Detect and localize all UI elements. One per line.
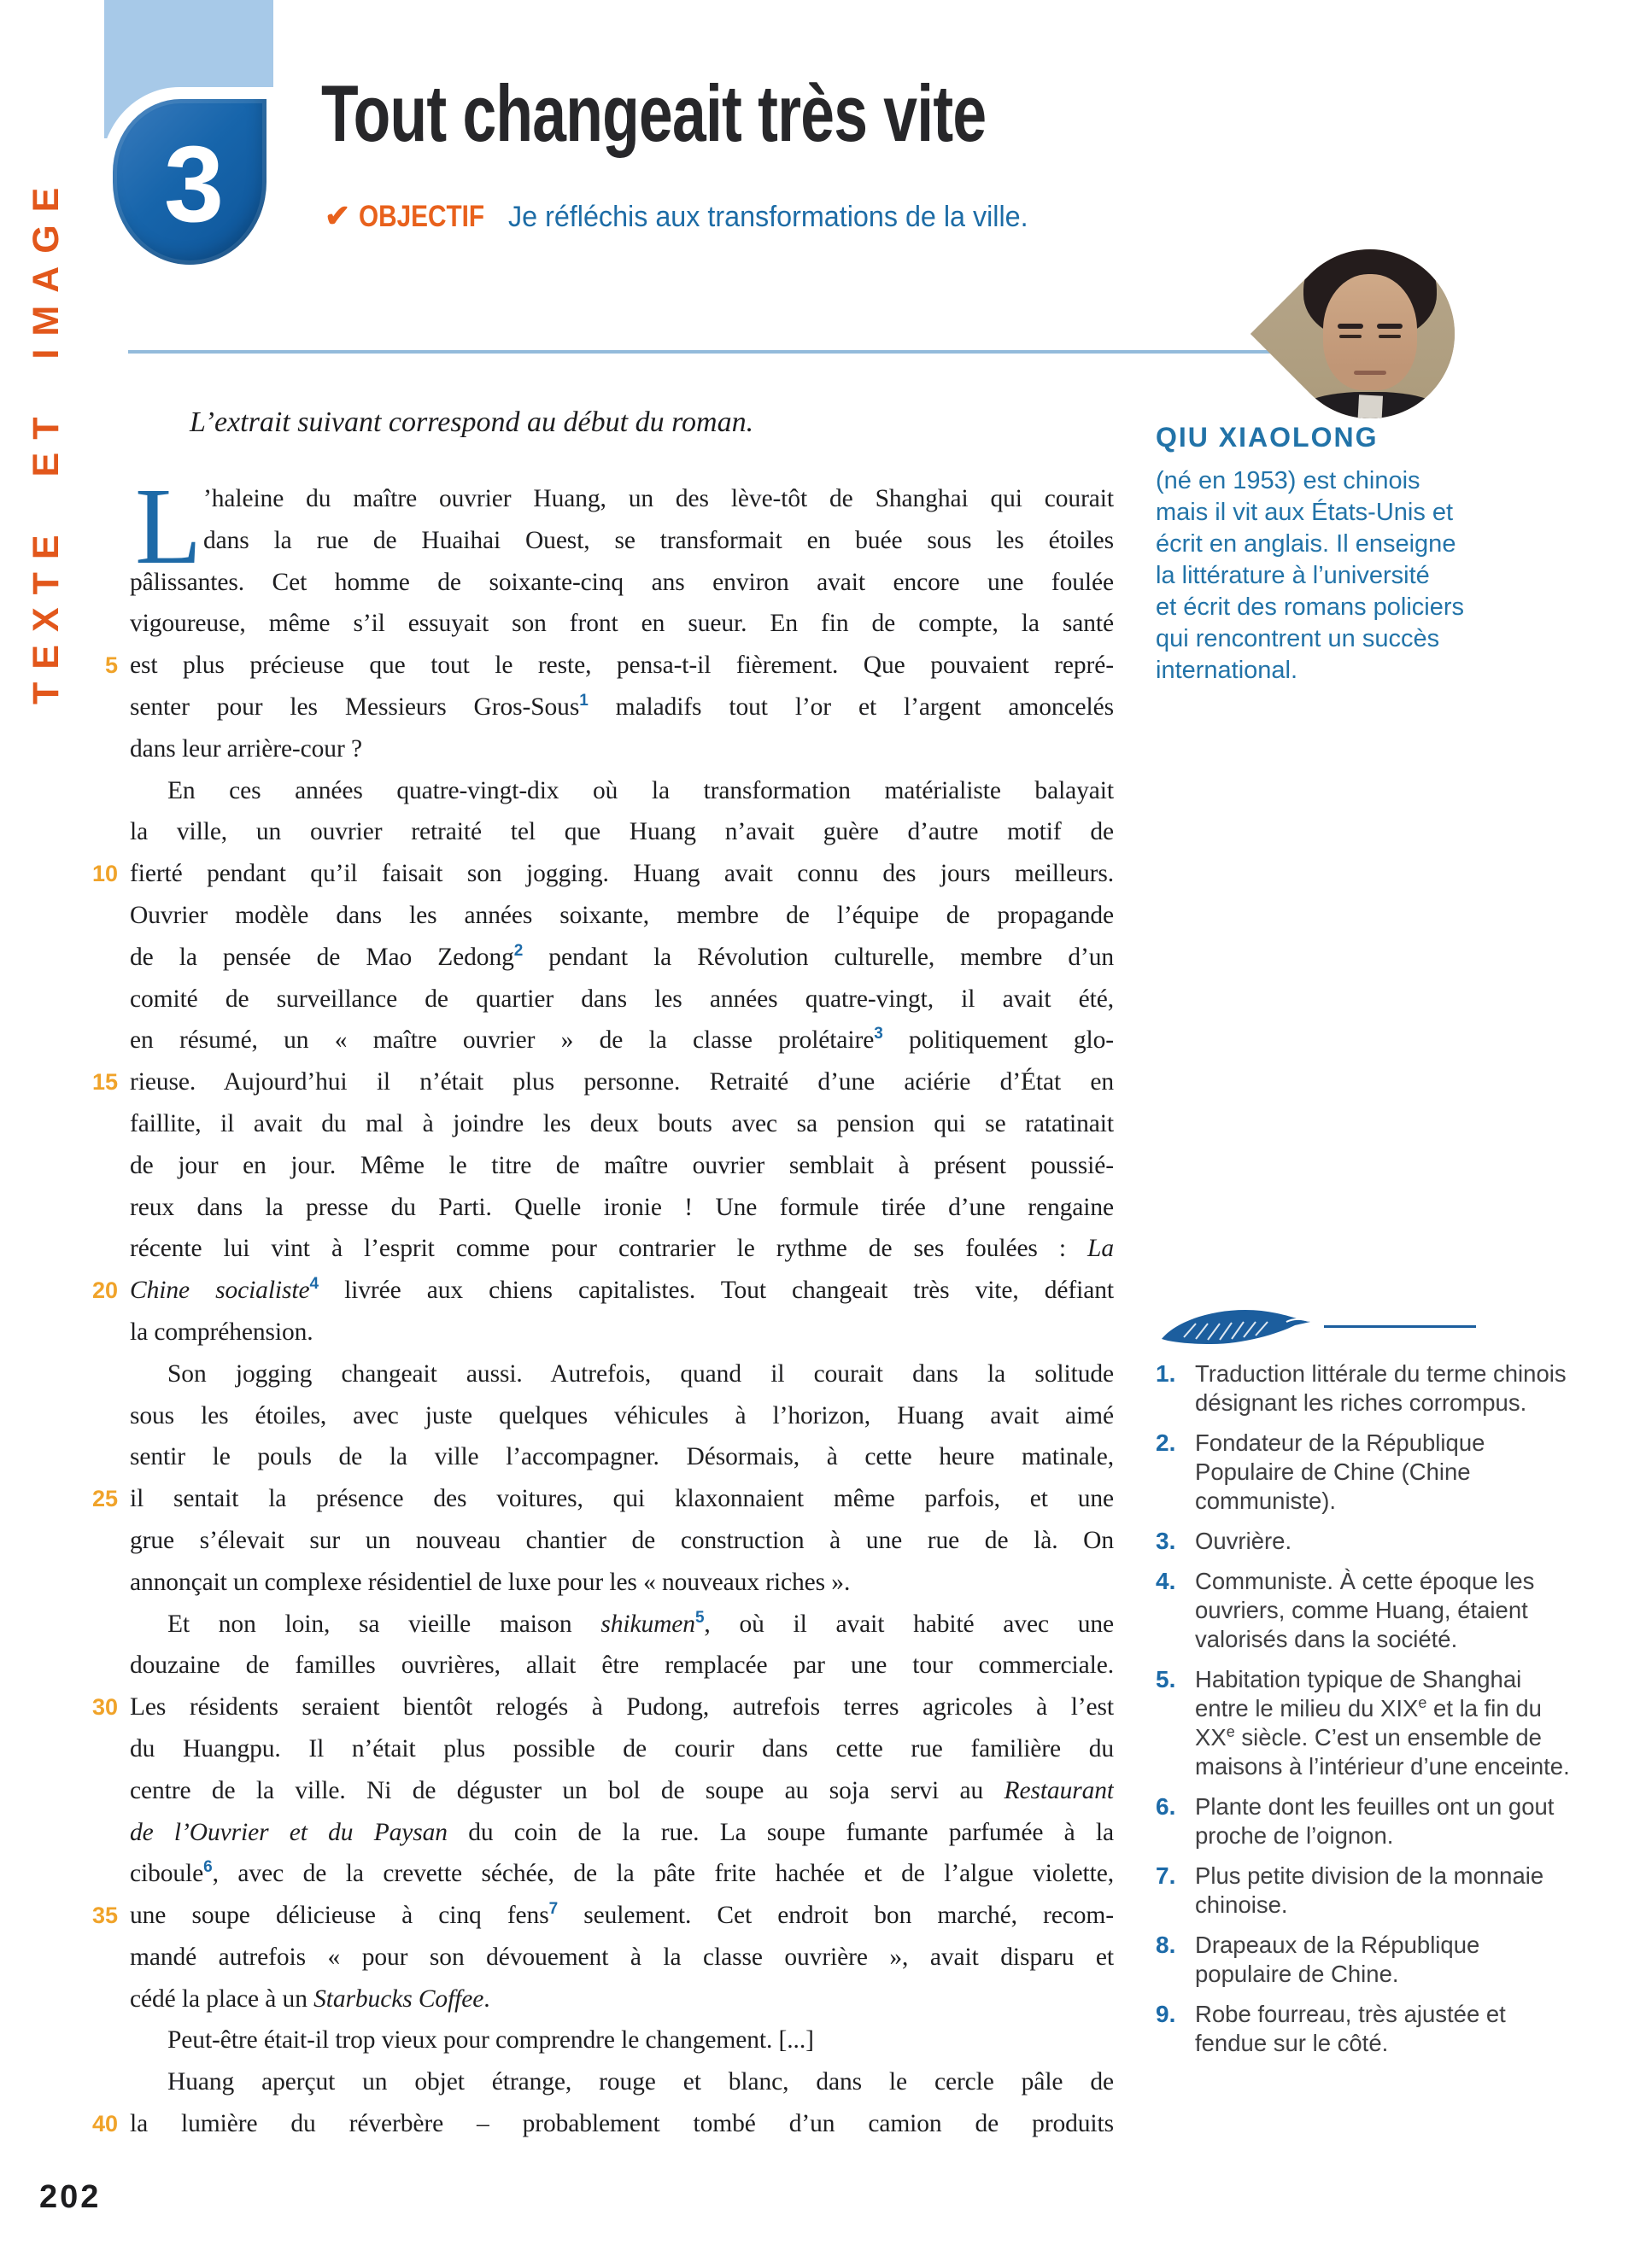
line-number	[85, 979, 130, 1020]
line-number	[85, 1562, 130, 1604]
text-line-content: du Huangpu. Il n’était plus possible de courir dans cette rue familière du	[130, 1734, 1114, 1762]
text-line	[85, 1645, 1128, 1686]
footnote-number: 5.	[1156, 1666, 1176, 1692]
line-number	[85, 478, 130, 520]
footnote-text: Traduction littérale du terme chinois désignant les riches corrompus.	[1195, 1360, 1567, 1416]
footnote-number: 9.	[1156, 2001, 1176, 2027]
text-line-content: la compréhension.	[130, 1318, 313, 1346]
line-number	[85, 1353, 130, 1395]
page-title: Tout changeait très vite	[321, 68, 987, 158]
text-line	[85, 1395, 1128, 1437]
text-line	[85, 1812, 1128, 1854]
line-number	[85, 1187, 130, 1229]
footnote-number: 1.	[1156, 1360, 1176, 1387]
line-number	[85, 520, 130, 562]
vertical-strip-label: TEXTE ET IMAGE	[26, 174, 67, 704]
text-line	[85, 1353, 1128, 1395]
line-number: 20	[91, 1277, 118, 1304]
text-line-content: la ville, un ouvrier retraité tel que Huang n’avait guère d’autre motif de	[130, 818, 1114, 846]
text-line	[85, 770, 1128, 812]
text-line-content: récente lui vint à l’esprit comme pour contrarier le rythme de ses foulées : La	[130, 1235, 1114, 1263]
quill-icon	[1158, 1303, 1321, 1351]
text-line-content: vigoureuse, même s’il essuyait son front en sueur. En fin de compte, la santé	[130, 610, 1114, 638]
footnote	[1156, 1359, 1574, 1418]
text-line	[85, 811, 1128, 853]
text-line	[85, 1436, 1128, 1478]
text-line	[85, 520, 1128, 562]
text-line	[85, 1103, 1128, 1145]
line-number	[85, 770, 130, 812]
footnote	[1156, 1429, 1574, 1516]
text-line-content: de l’Ouvrier et du Paysan du coin de la rue. La soupe fumante parfumée à la	[130, 1818, 1114, 1846]
text-line	[85, 478, 1128, 520]
text-line-content: Et non loin, sa vieille maison shikumen$^5$, où il avait habité avec une	[167, 1608, 1114, 1638]
footnote-number: 2.	[1156, 1429, 1176, 1456]
text-line-content: ciboule$^6$, avec de la crevette séchée, de la pâte frite hachée et de l’algue violette,	[130, 1858, 1114, 1888]
portrait-eye	[1379, 335, 1401, 338]
line-number	[85, 1812, 130, 1854]
line-number	[85, 1770, 130, 1812]
line-number	[85, 1228, 130, 1270]
text-line-content: rieuse. Aujourd’hui il n’était plus personne. Retraité d’une aciérie d’État en	[130, 1068, 1114, 1096]
text-line	[85, 1187, 1128, 1229]
text-line	[85, 1562, 1128, 1604]
text-line-content: faillite, il avait du mal à joindre les deux bouts avec sa pension qui se ratatinait	[130, 1109, 1114, 1137]
line-number	[85, 2020, 130, 2061]
text-line-content: Les résidents seraient bientôt relogés à Pudong, autrefois terres agricoles à l’est	[130, 1693, 1114, 1721]
text-line-content: il sentait la présence des voitures, qui klaxonnaient même parfois, et une	[130, 1485, 1114, 1513]
chapter-number: 3	[163, 124, 225, 244]
footnote-text: Plus petite division de la monnaie chinoise.	[1195, 1862, 1544, 1918]
text-body	[85, 478, 1128, 2145]
footnote	[1156, 1862, 1574, 1920]
text-line-content: la lumière du réverbère – probablement tombé d’un camion de produits	[130, 2110, 1114, 2138]
footnote	[1156, 1931, 1574, 1989]
portrait-mouth	[1354, 371, 1386, 375]
text-line	[85, 1979, 1128, 2020]
footnotes-divider	[1324, 1325, 1476, 1328]
text-line	[85, 1853, 1128, 1895]
check-icon: ✔	[325, 198, 351, 233]
footnote	[1156, 2000, 1574, 2058]
text-line	[85, 937, 1128, 979]
line-number	[85, 1728, 130, 1770]
text-line-content: cédé la place à un Starbucks Coffee.	[130, 1984, 490, 2013]
text-line-content: mandé autrefois « pour son dévouement à la classe ouvrière », avait disparu et	[130, 1943, 1114, 1971]
text-line	[85, 1895, 1128, 1937]
line-number	[85, 1853, 130, 1895]
footnote-text: Drapeaux de la République populaire de Chine.	[1195, 1932, 1480, 1987]
author-portrait-art	[1250, 214, 1490, 453]
text-line-content: dans la rue de Huaihai Ouest, se transformait en buée sous les étoiles	[203, 526, 1114, 554]
text-line	[85, 1604, 1128, 1645]
footnote-text: Ouvrière.	[1195, 1528, 1292, 1554]
text-line	[85, 1520, 1128, 1562]
footnote-text: Fondateur de la République Populaire de Chine (Chine communiste).	[1195, 1429, 1485, 1514]
line-number	[85, 1604, 130, 1645]
line-number	[85, 1103, 130, 1145]
objective-text: Je réfléchis aux transformations de la ville.	[508, 201, 1028, 233]
line-number: 30	[91, 1694, 118, 1721]
line-number	[85, 562, 130, 604]
line-number	[85, 1020, 130, 1061]
objective-row	[325, 198, 1056, 234]
footnote	[1156, 1567, 1574, 1654]
text-line-content: dans leur arrière-cour ?	[130, 734, 362, 763]
text-line	[85, 603, 1128, 645]
portrait-brow	[1338, 324, 1363, 329]
text-line	[85, 1061, 1128, 1103]
footnote	[1156, 1665, 1574, 1781]
text-line	[85, 1312, 1128, 1353]
line-number	[85, 1145, 130, 1187]
page-number: 202	[39, 2179, 102, 2215]
line-number	[85, 937, 130, 979]
text-line	[85, 895, 1128, 937]
text-line-content: centre de la ville. Ni de déguster un bol de soupe au soja servi au Restaurant	[130, 1776, 1114, 1804]
text-line-content: douzaine de familles ouvrières, allait être remplacée par une tour commerciale.	[130, 1651, 1114, 1680]
line-number	[85, 2061, 130, 2103]
text-line	[85, 1145, 1128, 1187]
portrait-brow	[1377, 324, 1403, 329]
line-number	[85, 1312, 130, 1353]
text-line	[85, 1478, 1128, 1520]
text-line	[85, 562, 1128, 604]
text-line-content: une soupe délicieuse à cinq fens$^7$ seulement. Cet endroit bon marché, recom-	[130, 1900, 1114, 1930]
text-line-content: est plus précieuse que tout le reste, pensa-t-il fièrement. Que pouvaient repré-	[130, 652, 1114, 680]
line-number	[85, 728, 130, 770]
text-line-content: sentir le pouls de la ville l’accompagner. Désormais, à cette heure matinale,	[130, 1443, 1114, 1471]
text-line-content: ’haleine du maître ouvrier Huang, un des lève-tôt de Shanghai qui courait	[203, 485, 1114, 512]
footnote-number: 8.	[1156, 1932, 1176, 1958]
line-number	[85, 1937, 130, 1979]
text-line-content: de jour en jour. Même le titre de maître ouvrier semblait à présent poussié-	[130, 1151, 1114, 1179]
text-line-content: en résumé, un « maître ouvrier » de la classe prolétaire$^3$ politiquement glo-	[130, 1025, 1114, 1055]
line-number: 15	[91, 1069, 118, 1096]
intro-note: L’extrait suivant correspond au début du roman.	[190, 406, 754, 438]
footnotes	[1156, 1359, 1574, 2069]
line-number	[85, 1645, 130, 1686]
chapter-badge	[101, 87, 278, 277]
text-line	[85, 1020, 1128, 1061]
footnote-text: Habitation typique de Shanghai entre le milieu du XIXe et la fin du XXe siècle. C’est un ensemble de maisons à l’intérieur d’une enceinte.	[1195, 1666, 1570, 1780]
line-number	[85, 895, 130, 937]
footnote-number: 3.	[1156, 1528, 1176, 1554]
text-line-content: Peut-être était-il trop vieux pour comprendre le changement. [...]	[167, 2026, 814, 2055]
text-line-content: annonçait un complexe résidentiel de luxe pour les « nouveaux riches ».	[130, 1568, 851, 1596]
line-number: 5	[104, 652, 118, 679]
drop-cap: L	[135, 465, 202, 587]
text-line	[85, 2061, 1128, 2103]
text-line-content: Son jogging changeait aussi. Autrefois, quand il courait dans la solitude	[167, 1359, 1114, 1388]
objective-label: OBJECTIF	[359, 200, 485, 233]
author-photo	[1250, 214, 1490, 453]
author-bio: (né en 1953) est chinois mais il vit aux États-Unis et écrit en anglais. Il enseigne la littérature à l’université et écrit des romans policiers qui rencontrent un succès international.	[1156, 467, 1465, 684]
text-line-content: Chine socialiste$^4$ livrée aux chiens capitalistes. Tout changeait très vite, défiant	[130, 1275, 1114, 1305]
line-number: 40	[91, 2111, 118, 2137]
line-number	[85, 1436, 130, 1478]
line-number	[85, 687, 130, 728]
chapter-badge-inner	[113, 99, 266, 265]
line-number: 10	[91, 861, 118, 887]
text-line	[85, 979, 1128, 1020]
footnote-text: Robe fourreau, très ajustée et fendue sur le côté.	[1195, 2001, 1506, 2056]
text-line-content: Ouvrier modèle dans les années soixante, membre de l’équipe de propagande	[130, 901, 1114, 929]
footnote-number: 7.	[1156, 1862, 1176, 1889]
text-line	[85, 1937, 1128, 1979]
footnote-number: 4.	[1156, 1568, 1176, 1594]
text-line	[85, 1686, 1128, 1728]
text-line	[85, 1270, 1128, 1312]
footnote	[1156, 1792, 1574, 1850]
text-line	[85, 2103, 1128, 2145]
text-line-content: grue s’élevait sur un nouveau chantier de construction à une rue de là. On	[130, 1526, 1114, 1554]
line-number	[85, 1979, 130, 2020]
line-number	[85, 1520, 130, 1562]
line-number	[85, 603, 130, 645]
text-line	[85, 1728, 1128, 1770]
author-name: QIU XIAOLONG	[1156, 422, 1379, 453]
text-line-content: senter pour les Messieurs Gros-Sous$^1$ maladifs tout l’or et l’argent amoncelés	[130, 692, 1114, 721]
header-divider	[128, 350, 1310, 354]
text-line	[85, 728, 1128, 770]
text-line	[85, 1770, 1128, 1812]
text-line-content: comité de surveillance de quartier dans les années quatre-vingt, il avait été,	[130, 985, 1114, 1013]
text-line	[85, 645, 1128, 687]
text-line	[85, 853, 1128, 895]
text-line	[85, 1228, 1128, 1270]
text-line-content: pâlissantes. Cet homme de soixante-cinq ans environ avait encore une foulée	[130, 568, 1114, 596]
line-number	[85, 811, 130, 853]
text-line-content: de la pensée de Mao Zedong$^2$ pendant la Révolution culturelle, membre d’un	[130, 941, 1114, 971]
line-number	[85, 1395, 130, 1437]
footnote	[1156, 1527, 1574, 1556]
text-line-content: Huang aperçut un objet étrange, rouge et blanc, dans le cercle pâle de	[167, 2068, 1114, 2096]
text-line	[85, 2020, 1128, 2061]
footnote-text: Plante dont les feuilles ont un gout proche de l’oignon.	[1195, 1793, 1555, 1849]
text-line-content: reux dans la presse du Parti. Quelle ironie ! Une formule tirée d’une rengaine	[130, 1193, 1114, 1221]
line-number: 35	[91, 1903, 118, 1929]
text-line-content: En ces années quatre-vingt-dix où la transformation matérialiste balayait	[167, 776, 1114, 804]
portrait-eye	[1339, 335, 1362, 338]
footnote-number: 6.	[1156, 1793, 1176, 1820]
text-line	[85, 687, 1128, 728]
text-line-content: sous les étoiles, avec juste quelques véhicules à l’horizon, Huang avait aimé	[130, 1401, 1114, 1429]
line-number: 25	[91, 1486, 118, 1512]
text-line-content: fierté pendant qu’il faisait son jogging. Huang avait connu des jours meilleurs.	[130, 860, 1114, 888]
footnote-text: Communiste. À cette époque les ouvriers, comme Huang, étaient valorisés dans la société.	[1195, 1568, 1535, 1652]
